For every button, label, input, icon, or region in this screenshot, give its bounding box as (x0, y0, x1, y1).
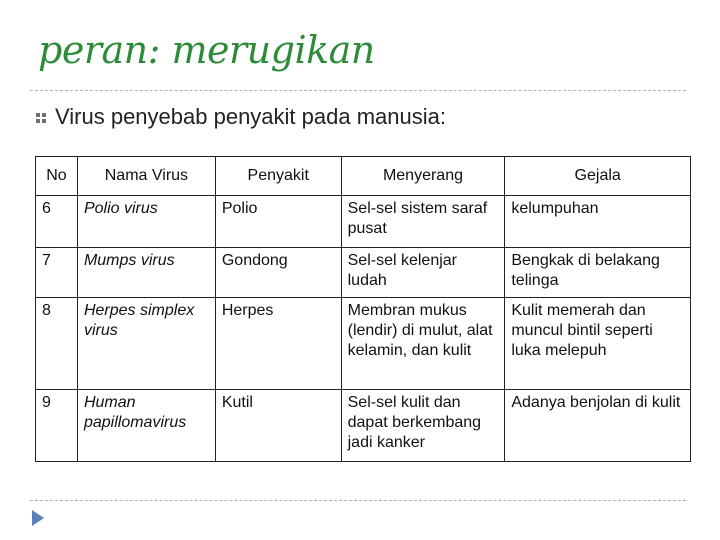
cell-symptom: kelumpuhan (505, 196, 691, 248)
cell-target: Sel-sel kelenjar ludah (341, 248, 505, 298)
slide-title: peran: merugikan (38, 28, 375, 72)
cell-symptom: Kulit memerah dan muncul bintil seperti luka melepuh (505, 298, 691, 390)
nav-arrow-icon[interactable] (30, 508, 46, 528)
bullet-text: Virus penyebab penyakit pada manusia: (55, 104, 446, 129)
cell-disease: Polio (215, 196, 341, 248)
cell-target: Sel-sel sistem saraf pusat (341, 196, 505, 248)
table-row (36, 390, 691, 462)
cell-virus-name: Herpes simplex virus (77, 298, 215, 390)
top-divider (30, 90, 686, 91)
cell-no: 7 (36, 248, 78, 298)
header-gejala: Gejala (505, 157, 691, 196)
cell-no: 6 (36, 196, 78, 248)
cell-symptom: Adanya benjolan di kulit (505, 390, 691, 462)
diamond-bullet-icon (35, 112, 47, 124)
cell-disease: Herpes (215, 298, 341, 390)
header-nama-virus: Nama Virus (77, 157, 215, 196)
cell-disease: Gondong (215, 248, 341, 298)
table-header-row (36, 157, 691, 196)
table-row (36, 196, 691, 248)
cell-virus-name: Polio virus (77, 196, 215, 248)
header-penyakit: Penyakit (215, 157, 341, 196)
cell-virus-name: Human papillomavirus (77, 390, 215, 462)
virus-table (35, 156, 691, 462)
header-no: No (36, 157, 78, 196)
bottom-divider (30, 500, 686, 501)
cell-target: Membran mukus (lendir) di mulut, alat kelamin, dan kulit (341, 298, 505, 390)
cell-no: 9 (36, 390, 78, 462)
table-row (36, 298, 691, 390)
cell-symptom: Bengkak di belakang telinga (505, 248, 691, 298)
cell-target: Sel-sel kulit dan dapat berkembang jadi kanker (341, 390, 505, 462)
header-menyerang: Menyerang (341, 157, 505, 196)
table-row (36, 248, 691, 298)
cell-virus-name: Mumps virus (77, 248, 215, 298)
cell-no: 8 (36, 298, 78, 390)
cell-disease: Kutil (215, 390, 341, 462)
